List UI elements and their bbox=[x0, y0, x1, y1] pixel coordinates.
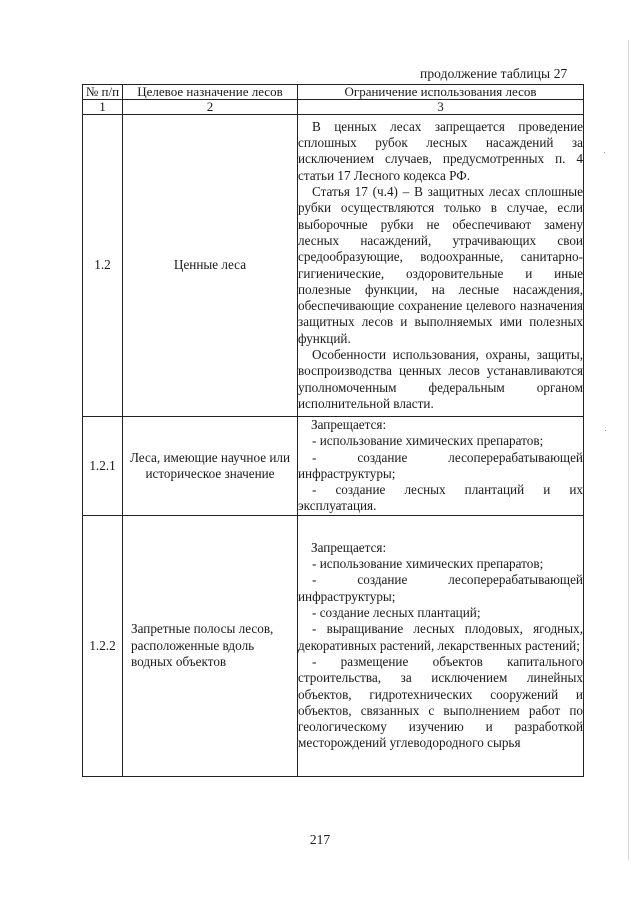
restriction-item: - создание лесных плантаций и их эксплуатация. bbox=[298, 482, 583, 514]
restriction-item: - использование химических препаратов; bbox=[312, 433, 544, 449]
header-number: № п/п bbox=[83, 85, 123, 100]
restriction-item: - размещение объектов капитального строительства, за исключением линейных объектов, гидротехнических сооружений и объектов, связанных с выполнением работ по геологическому изучению и разработкой месторождений углеводородного сырья bbox=[298, 653, 583, 751]
forest-restrictions-table bbox=[82, 84, 584, 777]
restriction-item: - создание лесоперерабатывающей инфраструктуры; bbox=[298, 449, 583, 481]
restriction-item: - создание лесоперерабатывающей инфраструктуры; bbox=[298, 572, 583, 604]
restriction-intro: Запрещается: bbox=[311, 539, 387, 555]
header-purpose: Целевое назначение лесов bbox=[123, 85, 298, 100]
table-row bbox=[83, 115, 584, 417]
row-restrictions bbox=[298, 115, 584, 417]
scan-speck bbox=[604, 152, 605, 153]
column-number: 1 bbox=[83, 100, 123, 115]
row-number: 1.2 bbox=[83, 115, 123, 417]
row-number: 1.2.2 bbox=[83, 515, 123, 776]
table-header-row bbox=[83, 85, 584, 100]
column-number: 2 bbox=[123, 100, 298, 115]
table-row bbox=[83, 417, 584, 516]
restriction-paragraph: Особенности использования, охраны, защиты, воспроизводства ценных лесов устанавливаются уполномоченным федеральным органом исполнительной власти. bbox=[298, 346, 583, 411]
row-purpose: Запретные полосы лесов, расположенные вдоль водных объектов bbox=[123, 515, 298, 776]
column-number-row bbox=[83, 100, 584, 115]
restriction-item: - выращивание лесных плодовых, ягодных, декоративных растений, лекарственных растений; bbox=[298, 621, 583, 653]
table-row bbox=[83, 515, 584, 776]
restriction-item: - создание лесных плантаций; bbox=[312, 605, 481, 621]
restriction-paragraph: В ценных лесах запрещается проведение сплошных рубок лесных насаждений за исключением случаев, предусмотренных п. 4 статьи 17 Лесного кодекса РФ. bbox=[298, 118, 583, 183]
scan-edge-line bbox=[628, 40, 629, 860]
table-continuation-label: продолжение таблицы 27 bbox=[420, 66, 568, 81]
column-number: 3 bbox=[298, 100, 584, 115]
restriction-intro: Запрещается: bbox=[311, 417, 387, 432]
row-purpose: Леса, имеющие научное или историческое значение bbox=[123, 417, 298, 516]
header-restrictions: Ограничение использования лесов bbox=[298, 85, 584, 100]
restriction-paragraph: Статья 17 (ч.4) – В защитных лесах сплошные рубки осуществляются только в случае, если выборочные рубки не обеспечивают замену лесных насаждений, утрачивающих свои средообразующие, водоохранные, санитарно-гигиенические, оздоровительные и иные полезные функции, на лесные насаждения, обеспечивающие сохранение целевого назначения защитных лесов и выполняемых ими полезных функций. bbox=[298, 184, 583, 346]
row-restrictions bbox=[298, 417, 584, 516]
restriction-item: - использование химических препаратов; bbox=[312, 556, 544, 572]
page-number: 217 bbox=[309, 832, 331, 847]
row-purpose: Ценные леса bbox=[123, 115, 298, 417]
row-number: 1.2.1 bbox=[83, 417, 123, 516]
row-restrictions bbox=[298, 515, 584, 776]
scan-speck bbox=[605, 430, 606, 431]
